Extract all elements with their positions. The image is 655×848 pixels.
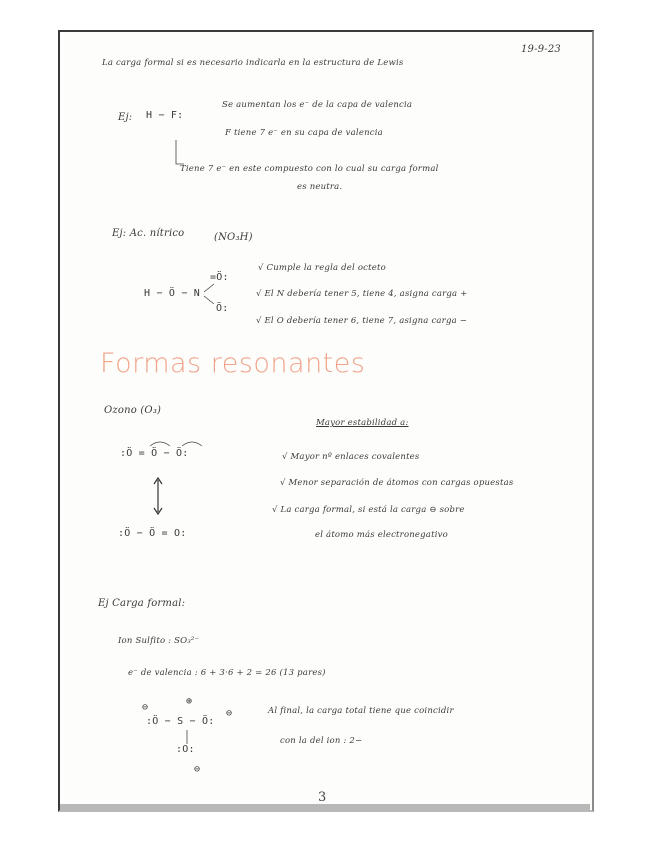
ej1-note-3: Tiene 7 e⁻ en este compuesto con lo cual su carga formal — [180, 164, 439, 174]
minus-charge-icon-bottom: ⊖ — [194, 764, 201, 775]
ozone-label: Ozono (O₃) — [104, 405, 162, 416]
section-heading: Formas resonantes — [100, 348, 366, 379]
nitric-check-3: √ El O debería tener 6, tiene 7, asigna carga − — [256, 316, 468, 326]
sulfite-structure: :Ö − S − Ö: — [146, 716, 215, 727]
ej1-note-4: es neutra. — [297, 182, 343, 192]
nitric-structure-o-bottom: Ö: — [216, 303, 229, 314]
nitric-formula: (NO₃H) — [214, 232, 253, 243]
sulfite-bottom-o: :O: — [176, 744, 195, 755]
ozone-resonance-1: :Ö = Ö − Ö: — [120, 448, 189, 459]
n-o-bond-bottom — [204, 296, 214, 304]
page-number: 3 — [318, 790, 327, 805]
curved-arrow-2 — [182, 442, 202, 446]
ej1-note-2: F tiene 7 e⁻ en su capa de valencia — [225, 128, 383, 138]
example-2-label: Ej: Ac. nítrico — [112, 228, 185, 239]
curved-arrow-1 — [150, 442, 170, 446]
hf-structure: H − F: — [146, 110, 184, 121]
stability-1: √ Mayor nº enlaces covalentes — [282, 452, 420, 462]
conclusion-2: con la del ion : 2− — [280, 736, 363, 746]
nitric-structure-o-top: =Ö: — [210, 272, 229, 283]
example-3-label: Ej Carga formal: — [98, 598, 186, 609]
nitric-check-1: √ Cumple la regla del octeto — [258, 263, 386, 273]
valence-electrons: e⁻ de valencia : 6 + 3·6 + 2 = 26 (13 pares) — [128, 668, 326, 678]
stability-4: el átomo más electronegativo — [315, 530, 448, 540]
stability-3: √ La carga formal, si está la carga ⊖ sobre — [272, 505, 465, 515]
intro-line: La carga formal si es necesario indicarla en la estructura de Lewis — [102, 58, 404, 68]
stability-2: √ Menor separación de átomos con cargas opuestas — [280, 478, 514, 488]
minus-charge-icon-right: ⊖ — [226, 708, 233, 719]
nitric-structure-h: H − Ö − N — [144, 288, 200, 299]
bracket-line — [176, 140, 184, 164]
date: 19-9-23 — [521, 44, 561, 55]
sulfite-ion: Ion Sulfito : SO₃²⁻ — [118, 636, 200, 646]
n-o-bond-top — [204, 284, 214, 292]
ej1-note-1: Se aumentan los e⁻ de la capa de valencia — [222, 100, 413, 110]
conclusion-1: Al final, la carga total tiene que coincidir — [268, 706, 454, 716]
ozone-resonance-2: :Ö − Ö = O: — [118, 528, 187, 539]
minus-charge-icon-left: ⊖ — [142, 702, 149, 713]
plus-charge-icon: ⊕ — [186, 696, 193, 707]
example-1-label: Ej: — [118, 112, 133, 123]
stability-title: Mayor estabilidad a: — [316, 418, 409, 428]
nitric-check-2: √ El N debería tener 5, tiene 4, asigna carga + — [256, 289, 468, 299]
